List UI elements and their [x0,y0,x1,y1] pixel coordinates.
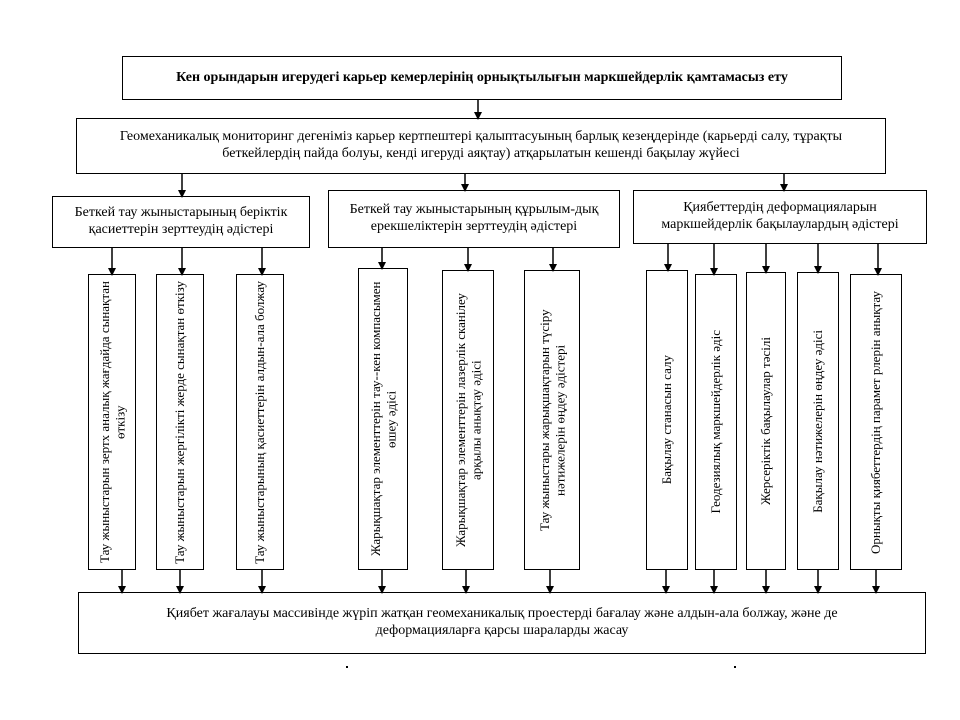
method-box-properties-forecast [236,274,284,570]
method-box-lab-testing [88,274,136,570]
group-box-deformation [633,190,927,244]
group-box-strength [52,196,310,248]
method-label-satellite: Жерсеріктік бақылаулар тәсілі [758,337,774,505]
definition-text: Геомеханикалық мониторинг дегеніміз карьер кертпештері қалыптасуының барлық кезеңдерінде (карьерді салу, тұрақты беткейлердің пайда болуы, кенді игеруді аяқтау) атқарылатын кешенді бақылау жүйесі [119,129,843,161]
method-label-fracture-processing: Тау жыныстары жарықшақтарын түсіру нәтижелерін өңдеу әдістері [536,309,567,531]
method-label-observation-station: Бақылау станасын салу [659,355,675,485]
method-label-compass: Жарықшақтар элементтерін тау--кен компасымен өшеу әдісі [367,281,398,557]
group-label-strength: Беткей тау жыныстарының беріктік қасиеттерін зерттеудің әдістері [74,205,288,237]
method-box-satellite [746,272,786,570]
method-box-laser-scan [442,270,494,570]
method-box-fracture-processing [524,270,580,570]
method-label-field-testing: Тау жыныстарын жергілікті жерде сынақтан өткізу [172,280,188,564]
method-box-observation-station [646,270,688,570]
method-label-properties-forecast: Тау жыныстарының қасиеттерін алдын-ала болжау [252,280,268,564]
method-box-geodetic [695,274,737,570]
method-label-laser-scan: Жарықшақтар элементтерін лазерлік сканілеу арқылы анықтау әдісі [452,293,483,547]
method-label-geodetic: Геодезиялық маркшейдерлік әдіс [708,330,724,514]
definition-box [76,118,886,174]
group-label-deformation: Қиябеттердің деформацияларын маркшейдерлік бақылаулардың әдістері [661,200,899,232]
method-box-field-testing [156,274,204,570]
result-text: Қиябет жағалауы массивінде жүріп жатқан геомеханикалық проестерді бағалау және алдын-ала болжау, және де деформацияларға қарсы шараларды жасау [166,606,838,638]
method-box-results-processing [797,272,839,570]
group-label-structure: Беткей тау жыныстарының құрылым-дық ерекшеліктерін зерттеудің әдістері [349,202,599,234]
method-box-slope-parameters [850,274,902,570]
scan-mark [346,666,348,668]
result-box [78,592,926,654]
diagram-title: Кен орындарын игерудегі карьер кемерлерінің орнықтылығын маркшейдерлік қамтамасыз ету [176,69,788,85]
method-box-compass [358,268,408,570]
method-label-slope-parameters: Орнықты қиябеттердің парамет рлерін анықтау [868,290,884,554]
group-box-structure [328,190,620,248]
scan-mark [734,666,736,668]
diagram-title-box [122,56,842,100]
method-label-results-processing: Бақылау нәтижелерін өңдеу әдісі [810,329,826,513]
method-label-lab-testing: Тау жыныстарын зертх аналық жағдайда сынақтан өткізу [96,281,127,563]
